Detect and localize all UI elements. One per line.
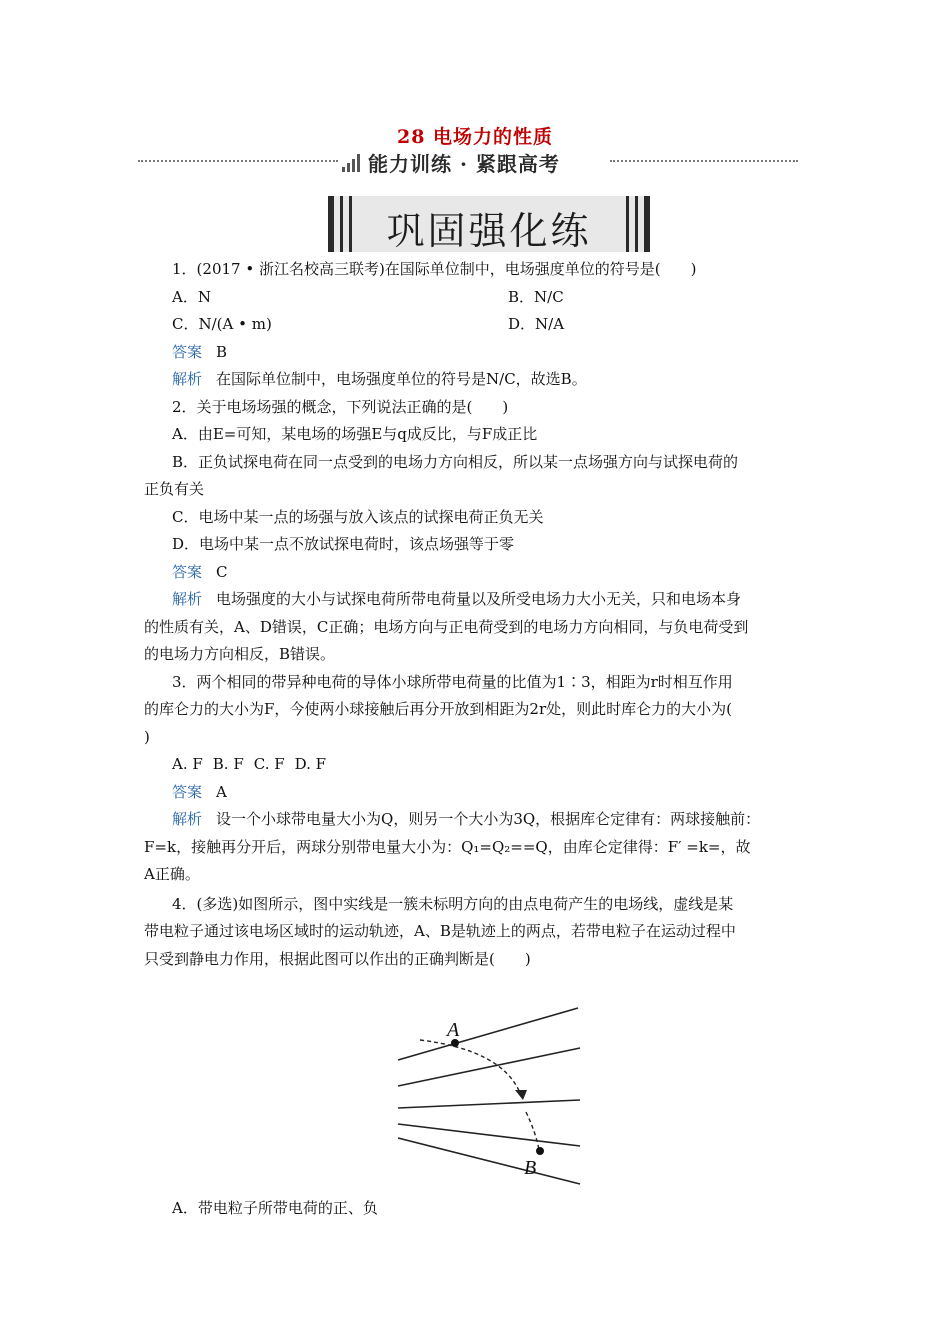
point-b bbox=[536, 1147, 544, 1155]
q3-option-a: A. F bbox=[172, 755, 203, 773]
q1-option-a: A．N bbox=[172, 287, 211, 306]
training-banner bbox=[138, 148, 798, 174]
q3-analysis: 解析 设一个小球带电量大小为Q，则另一个大小为3Q，根据库仑定律有：两球接触前： bbox=[172, 810, 761, 828]
field-line-5 bbox=[398, 1138, 580, 1184]
particle-trajectory-lower bbox=[526, 1112, 539, 1150]
q2-analysis-cont-1: 的性质有关，A、D错误，C正确；电场方向与正电荷受到的电场力方向相同，与负电荷受到 bbox=[144, 617, 749, 636]
point-b-label: B bbox=[524, 1157, 537, 1179]
field-line-2 bbox=[398, 1048, 580, 1086]
q3-stem-cont-1: 的库仑力的大小为F，今使两小球接触后再分开放到相距为2r处，则此时库仑力的大小为( bbox=[144, 700, 732, 718]
trajectory-arrow-icon bbox=[515, 1090, 527, 1100]
q1-options-row-1 bbox=[172, 284, 820, 312]
q2-option-a: A．由E=可知，某电场的场强E与q成反比，与F成正比 bbox=[172, 425, 538, 443]
field-line-4 bbox=[398, 1124, 580, 1146]
q3-options bbox=[172, 751, 820, 779]
q1-stem: 1．(2017 • 浙江名校高三联考)在国际单位制中，电场强度单位的符号是( ) bbox=[172, 260, 697, 278]
q1-option-d: D．N/A bbox=[508, 315, 565, 333]
electric-field-figure bbox=[372, 978, 612, 1188]
section-heading bbox=[328, 196, 650, 252]
banner-dotted-rule-left bbox=[138, 160, 338, 162]
banner-dotted-rule-right bbox=[610, 160, 798, 162]
q1-options-row-2 bbox=[172, 311, 820, 339]
q2-option-b: B．正负试探电荷在同一点受到的电场力方向相反，所以某一点场强方向与试探电荷的 bbox=[172, 452, 739, 471]
particle-trajectory bbox=[420, 1040, 520, 1093]
q2-option-d: D．电场中某一点不放试探电荷时，该点场强等于零 bbox=[172, 535, 515, 553]
q2-stem: 2．关于电场场强的概念，下列说法正确的是( ) bbox=[172, 397, 509, 416]
q1-answer: 答案 B bbox=[172, 342, 228, 361]
section-heading-text: 巩固强化练 bbox=[386, 209, 592, 253]
bar-chart-icon bbox=[342, 152, 364, 172]
q4-stem: 4．(多选)如图所示，图中实线是一簇未标明方向的由点电荷产生的电场线，虚线是某 bbox=[172, 894, 734, 913]
q1-analysis: 解析 在国际单位制中，电场强度单位的符号是N/C，故选B。 bbox=[172, 370, 587, 388]
q3-option-c: C. F bbox=[253, 755, 285, 773]
q3-stem-cont-2: ) bbox=[144, 727, 150, 746]
q4-stem-cont-1: 带电粒子通过该电场区域时的运动轨迹，A、B是轨迹上的两点，若带电粒子在运动过程中 bbox=[144, 922, 736, 940]
q2-option-c: C．电场中某一点的场强与放入该点的试探电荷正负无关 bbox=[172, 507, 544, 526]
q3-stem: 3．两个相同的带异种电荷的导体小球所带电荷量的比值为1∶3，相距为r时相互作用 bbox=[172, 672, 733, 691]
q1-option-c: C．N/(A • m) bbox=[172, 315, 272, 333]
q2-option-b-cont: 正负有关 bbox=[144, 480, 205, 498]
q3-analysis-cont-1: F=k，接触再分开后，两球分别带电量大小为：Q₁=Q₂==Q，由库仑定律得：F′ =k=，故 bbox=[144, 837, 751, 856]
page-title: 28 电场力的性质 bbox=[396, 126, 554, 148]
question-body bbox=[144, 256, 820, 973]
field-line-3 bbox=[398, 1100, 580, 1108]
q3-option-d: D. F bbox=[294, 755, 327, 773]
q3-answer: 答案 A bbox=[172, 782, 227, 801]
q4-stem-cont-2: 只受到静电力作用，根据此图可以作出的正确判断是( ) bbox=[144, 949, 531, 968]
q2-analysis: 解析 电场强度的大小与试探电荷所带电荷量以及所受电场力大小无关，只和电场本身 bbox=[172, 590, 742, 608]
banner-label: 能力训练 · 紧跟高考 bbox=[368, 152, 560, 176]
q1-option-b: B．N/C bbox=[508, 287, 564, 306]
q3-option-b: B. F bbox=[212, 755, 244, 773]
q3-analysis-cont-2: A正确。 bbox=[144, 865, 200, 883]
field-line-1 bbox=[398, 1008, 578, 1060]
q2-answer: 答案 C bbox=[172, 562, 228, 581]
q4-option-a: A．带电粒子所带电荷的正、负 bbox=[172, 1199, 378, 1217]
point-a-label: A bbox=[447, 1019, 460, 1041]
q2-analysis-cont-2: 的电场力方向相反，B错误。 bbox=[144, 645, 336, 663]
